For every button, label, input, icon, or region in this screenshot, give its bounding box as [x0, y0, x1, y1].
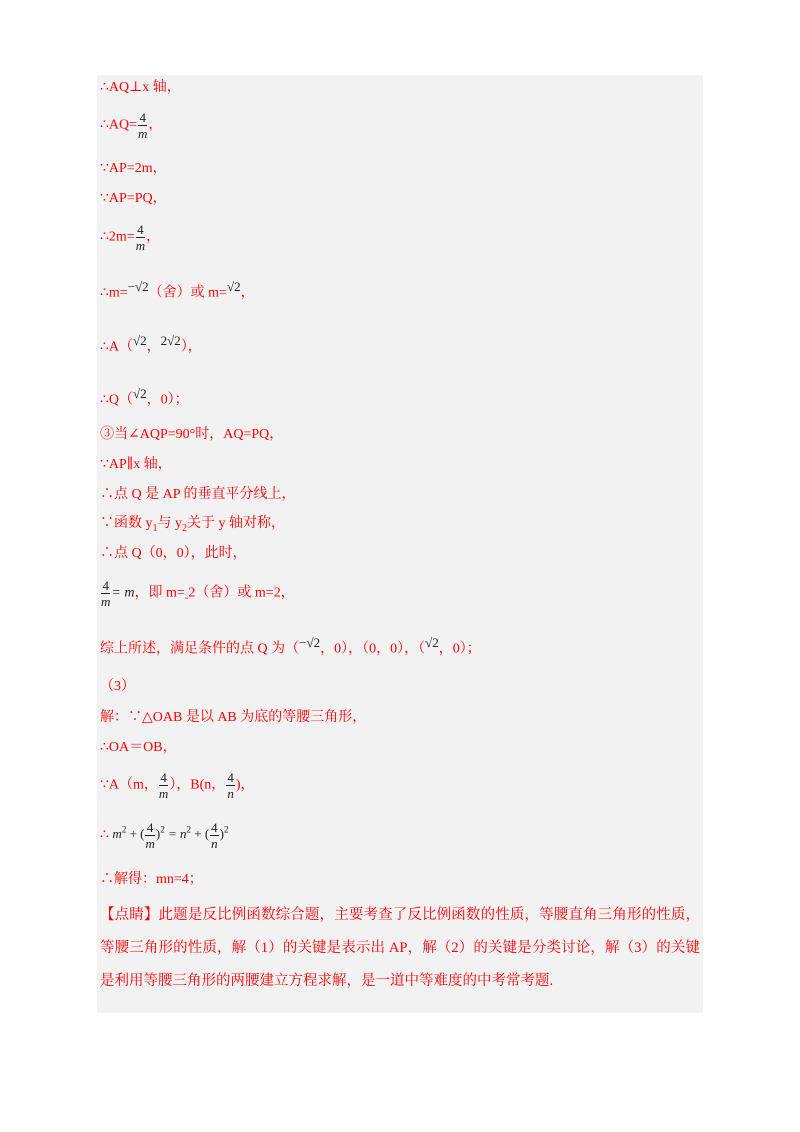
text: ， [240, 285, 255, 301]
text: 关于 y 轴对称， [187, 516, 285, 531]
line-equation [100, 820, 229, 851]
text: ， [146, 229, 161, 245]
denominator: m [135, 238, 146, 253]
plus-paren: + ( [126, 826, 145, 842]
fraction [226, 770, 235, 801]
equation-rhs: = m [111, 585, 135, 601]
close-paren: ) [219, 826, 225, 842]
line-oa-ob: ∴OA＝OB， [100, 740, 177, 755]
text: ∴2m= [100, 229, 135, 245]
line-aq-eq [100, 110, 162, 141]
text: 与 y [157, 516, 182, 531]
therefore-sign: ∴ [100, 827, 109, 843]
var-m: m [112, 826, 122, 842]
denominator: n [211, 836, 218, 851]
sqrt-pos: √2 [133, 386, 147, 401]
sqrt-neg: −√2 [299, 635, 321, 650]
denominator: m [101, 594, 111, 609]
text: 综上所述，满足条件的点 Q 为（ [100, 641, 300, 657]
sqrt-pos: √2 [226, 279, 241, 294]
text: ∴Q（ [100, 392, 134, 408]
text: ∴AQ= [100, 117, 138, 133]
text: ）， [180, 339, 202, 355]
line-perp-bisector: ∴点 Q 是 AP 的垂直平分线上， [100, 487, 296, 502]
denominator: m [138, 126, 148, 141]
text: ，0）； [438, 641, 481, 657]
line-aq-perp: ∴AQ⊥x 轴， [100, 80, 181, 95]
denominator: n [227, 786, 234, 801]
exponent: 2 [224, 825, 229, 836]
sqrt-pos: √2 [425, 635, 439, 650]
line-symmetry [100, 514, 285, 539]
exponent: 2 [186, 825, 191, 836]
line-summary [100, 633, 481, 660]
text: ，0），（0，0），（ [320, 641, 426, 657]
sqrt-two-pos: 2√2 [160, 333, 181, 348]
text: ∵函数 y [100, 516, 153, 531]
sqrt-neg: −√2 [127, 279, 149, 294]
denominator: m [158, 786, 169, 801]
subscript: 2 [182, 522, 187, 534]
denominator: m [145, 836, 155, 851]
equation [112, 820, 229, 851]
fraction [145, 820, 154, 851]
close-paren: ) [155, 826, 161, 842]
line-m-solve [100, 578, 295, 609]
line-m-value [100, 277, 255, 304]
line-q-origin: ∴点 Q（0，0），此时， [100, 546, 247, 561]
plus-paren: + ( [191, 826, 210, 842]
line-mn-result: ∴解得：mn=4； [100, 872, 203, 887]
line-part3: （3） [100, 679, 135, 694]
numerator: 4 [146, 820, 154, 835]
line-case3: ③当∠AQP=90°时，AQ=PQ， [100, 427, 284, 442]
line-ap-2m: ∵AP=2m， [100, 161, 167, 176]
text: ，0）； [146, 392, 189, 408]
text: ∵A（m， [100, 777, 158, 793]
subscript: 1 [152, 522, 158, 534]
text: ，即 m= [134, 585, 185, 601]
fraction [159, 770, 168, 801]
numerator: 4 [211, 820, 218, 835]
text: ∴A（ [100, 339, 134, 355]
equals-n: = n [164, 826, 187, 842]
numerator: 4 [227, 770, 234, 785]
exponent: 2 [121, 825, 127, 836]
text: ， [148, 117, 163, 133]
sqrt-pos: √2 [133, 333, 147, 348]
text: 2（舍）或 m=2， [188, 585, 295, 601]
fraction [136, 222, 145, 253]
line-ap-parallel: ∵AP∥x 轴， [100, 457, 172, 472]
numerator: 4 [160, 770, 167, 785]
line-2m-eq [100, 222, 160, 253]
line-points-ab [100, 770, 254, 801]
fraction [210, 820, 219, 851]
text: ），B(n， [169, 777, 226, 793]
exponent: 2 [160, 825, 165, 836]
line-isosceles: 解：∵△OAB 是以 AB 为底的等腰三角形， [100, 710, 367, 725]
text: ， [146, 339, 161, 355]
line-ap-pq: ∵AP=PQ， [100, 191, 167, 206]
text: （舍）或 m= [148, 285, 227, 301]
line-point-a [100, 331, 202, 358]
line-point-q [100, 384, 189, 411]
comment-paragraph: 【点睛】此题是反比例函数综合题，主要考查了反比例函数的性质，等腰直角三角形的性质，等腰三角形的性质，解（1）的关键是表示出 AP，解（2）的关键是分类讨论，解（3）的关键是利用等腰三角形的两腰建立方程求解，是一道中等难度的中考常考题. [100, 907, 700, 989]
fraction [101, 578, 110, 609]
numerator: 4 [139, 110, 146, 125]
fraction [138, 110, 147, 141]
minus-sign: - [184, 591, 189, 604]
text: )， [235, 777, 255, 793]
numerator: 4 [137, 222, 144, 237]
numerator: 4 [102, 578, 109, 593]
text: ∴m= [100, 285, 128, 301]
